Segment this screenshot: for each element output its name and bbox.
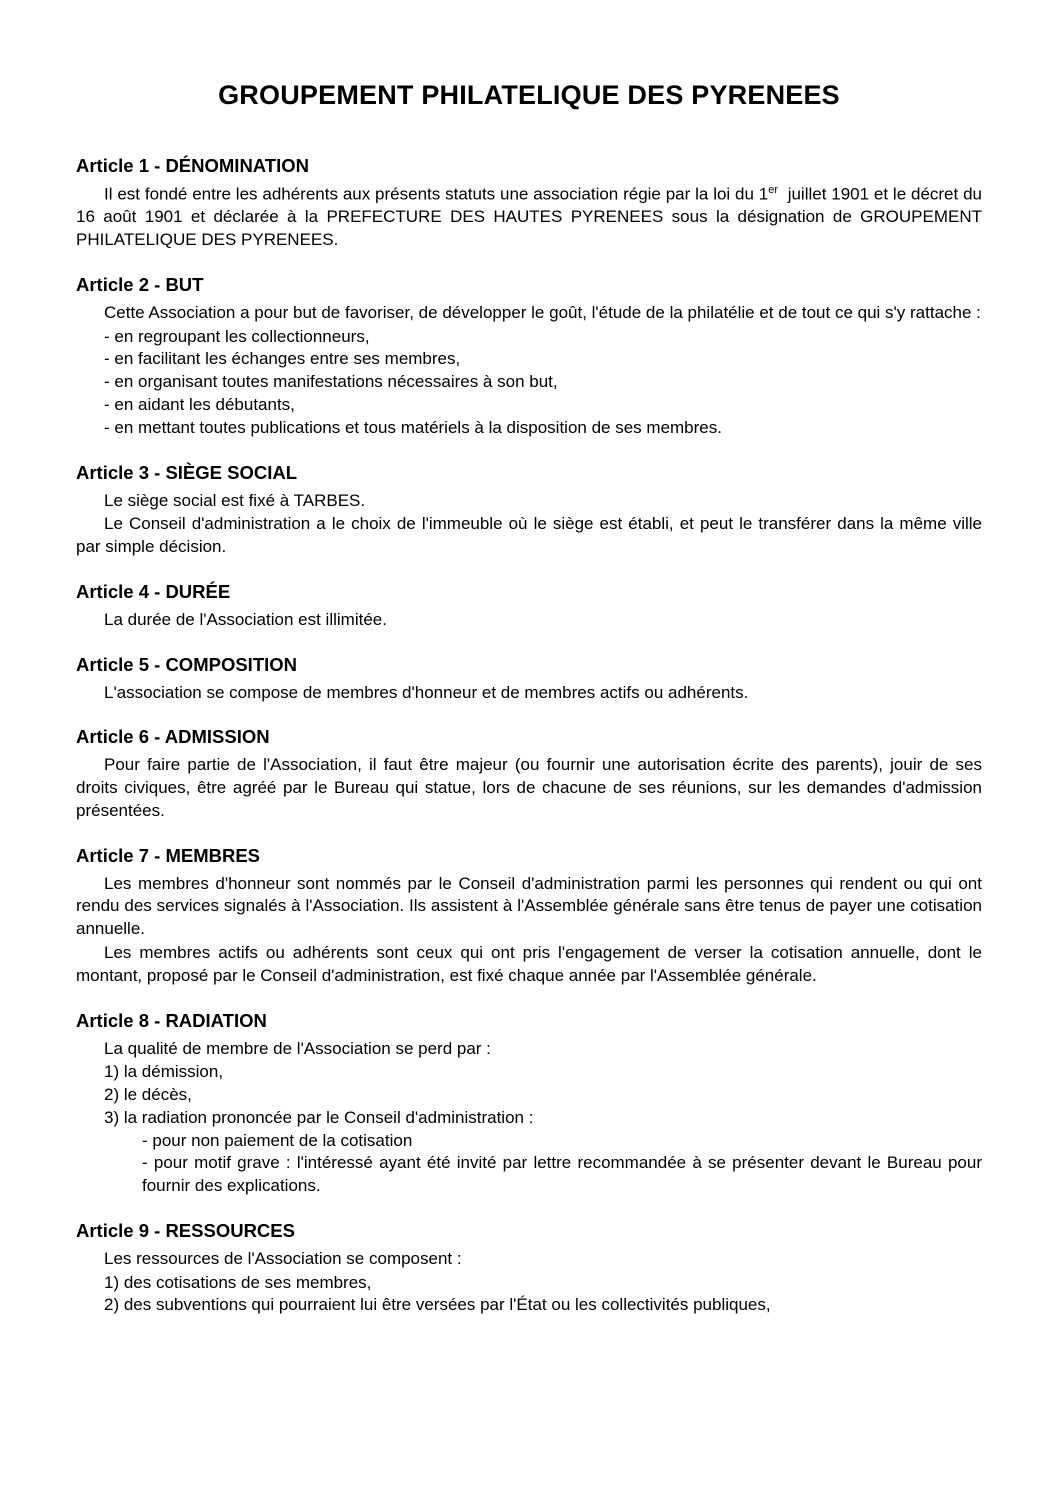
article-paragraph-text-cont: juillet 1901 et le décret du 16 août 1901 et déclarée à la PREFECTURE DES HAUTES PYRENEES sous la désignation de GROUPEMENT PHILATELIQUE DES PYRENEES.	[76, 184, 982, 250]
article-heading-6: Article 6 - ADMISSION	[76, 726, 270, 748]
article-paragraph-3-2: Le Conseil d'administration a le choix de l'immeuble où le siège est établi, et peut le transférer dans la même ville par simple décision.	[76, 514, 982, 557]
article-paragraph-8-1: La qualité de membre de l'Association se perd par :	[104, 1038, 491, 1058]
article-paragraph-7-1: Les membres d'honneur sont nommés par le Conseil d'administration parmi les personnes qui rendent ou qui ont rendu des services signalés à l'Association. Ils assistent à l'Assemblée générale sans être tenus de payer une cotisation annuelle.	[76, 873, 982, 939]
article-paragraph-9-1: Les ressources de l'Association se composent :	[104, 1248, 462, 1268]
article-heading-3: Article 3 - SIÈGE SOCIAL	[76, 461, 298, 483]
page-title: GROUPEMENT PHILATELIQUE DES PYRENEES	[218, 80, 840, 110]
article-list-2	[76, 326, 982, 440]
list-item: 2) le décès,	[104, 1085, 192, 1105]
list-item: 3) la radiation prononcée par le Conseil d'administration :	[104, 1107, 534, 1127]
list-item: 2) des subventions qui pourraient lui être versées par l'État ou les collectivités publiques,	[104, 1295, 771, 1315]
sub-list-item: - pour motif grave : l'intéressé ayant été invité par lettre recommandée à se présenter devant le Bureau pour fournir des explications.	[142, 1153, 982, 1196]
article-heading-4: Article 4 - DURÉE	[76, 580, 231, 602]
article-section-5	[76, 654, 982, 705]
article-paragraph-1-1	[76, 183, 982, 252]
article-section-3	[76, 462, 982, 559]
article-heading-8: Article 8 - RADIATION	[76, 1009, 267, 1031]
article-paragraph-6-1: Pour faire partie de l'Association, il faut être majeur (ou fournir une autorisation écrite des parents), jouir de ses droits civiques, être agréé par le Bureau qui statue, lors de chacune de ses réunions, sur les demandes d'admission présentées.	[76, 755, 982, 820]
list-item: - en organisant toutes manifestations nécessaires à son but,	[104, 372, 558, 392]
article-section-2	[76, 274, 982, 440]
list-item: 1) la démission,	[104, 1062, 224, 1082]
list-item: - en facilitant les échanges entre ses membres,	[104, 349, 461, 369]
list-item: - en regroupant les collectionneurs,	[104, 326, 370, 346]
article-paragraph-5-1: L'association se compose de membres d'honneur et de membres actifs ou adhérents.	[104, 682, 749, 702]
article-section-7	[76, 845, 982, 988]
article-heading-2: Article 2 - BUT	[76, 273, 204, 295]
list-item: - en mettant toutes publications et tous matériels à la disposition de ses membres.	[104, 417, 722, 437]
article-heading-9: Article 9 - RESSOURCES	[76, 1219, 295, 1241]
article-paragraph-3-1: Le siège social est fixé à TARBES.	[104, 490, 366, 510]
article-heading-5: Article 5 - COMPOSITION	[76, 653, 298, 675]
article-paragraph-7-2: Les membres actifs ou adhérents sont ceux qui ont pris l'engagement de verser la cotisation annuelle, dont le montant, proposé par le Conseil d'administration, est fixé chaque année par l'Assemblée générale.	[76, 942, 982, 985]
article-heading-7: Article 7 - MEMBRES	[76, 844, 261, 866]
article-section-1	[76, 155, 982, 252]
article-paragraph-2-1: Cette Association a pour but de favoriser, de développer le goût, l'étude de la philatélie et de tout ce qui s'y rattache :	[104, 302, 981, 322]
list-item: - en aidant les débutants,	[104, 395, 295, 415]
superscript-er: er	[768, 184, 779, 196]
article-paragraph-text: Il est fondé entre les adhérents aux présents statuts une association régie par la loi du 1	[104, 184, 769, 204]
article-heading-1: Article 1 - DÉNOMINATION	[76, 155, 309, 176]
article-section-6	[76, 726, 982, 822]
sub-list-item: - pour non paiement de la cotisation	[142, 1130, 413, 1150]
article-list-8	[76, 1061, 982, 1198]
article-section-4	[76, 581, 982, 632]
article-section-9	[76, 1220, 982, 1317]
article-section-8	[76, 1010, 982, 1198]
article-list-9	[76, 1272, 982, 1318]
list-item: 1) des cotisations de ses membres,	[104, 1272, 372, 1292]
article-paragraph-4-1: La durée de l'Association est illimitée.	[104, 609, 387, 629]
